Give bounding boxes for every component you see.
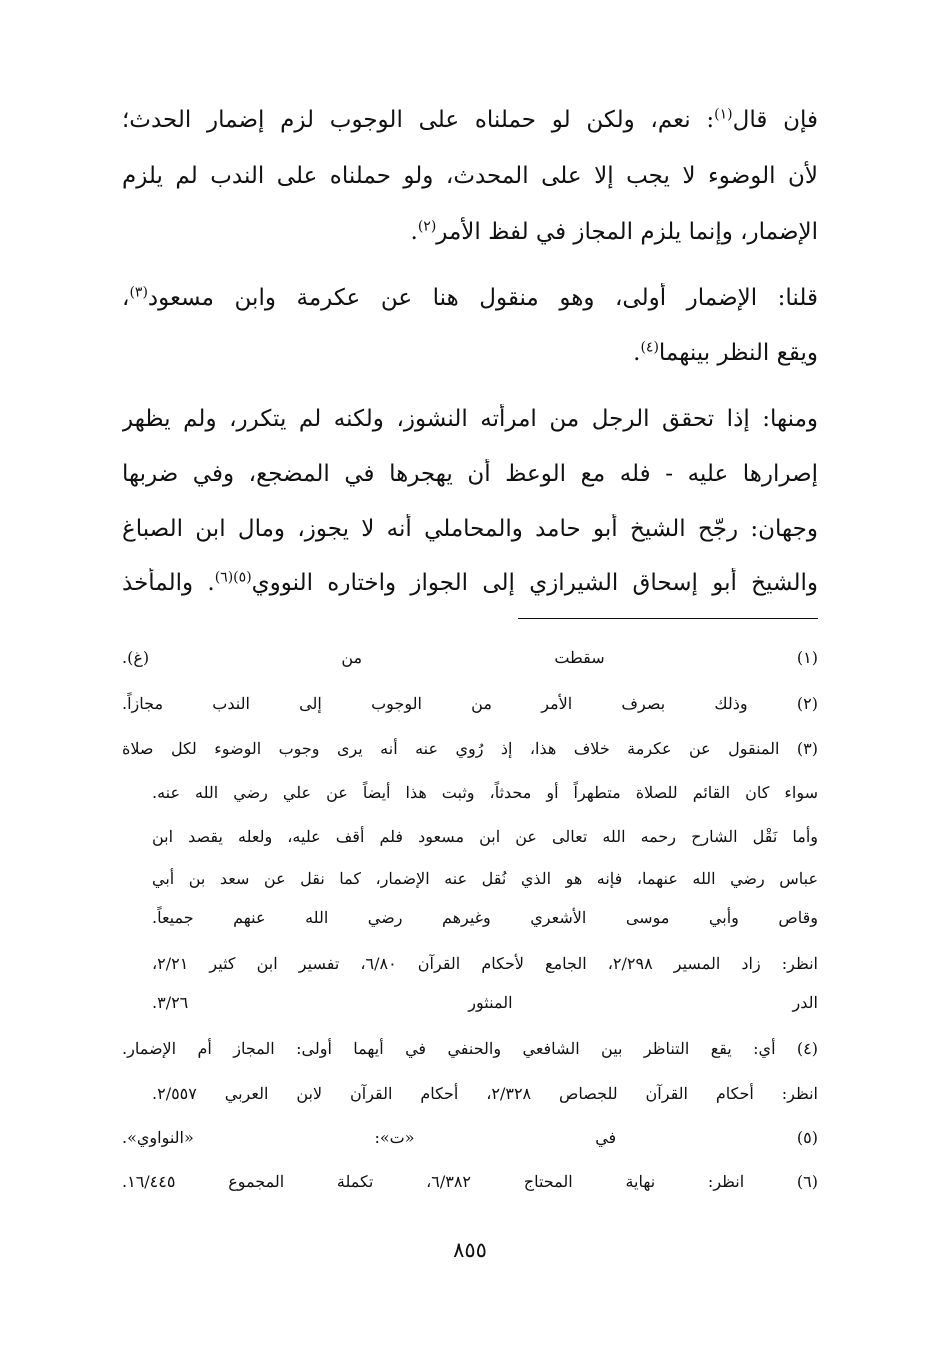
body-line: قلنا: الإضمار أولى، وهو منقول هنا عن عكرمة وابن مسعود$^{(٣)}$، <box>122 284 818 311</box>
body-line: ويقع النظر بينهما$^{(٤)}$. <box>633 339 818 366</box>
footnote: وأما نَقْل الشارح رحمه الله تعالى عن ابن مسعود فلم أقف عليه، ولعله يقصد ابن <box>152 827 818 846</box>
footnote-ref[interactable]: (٣) <box>129 284 148 301</box>
footnote: (١) سقطت من (غ). <box>122 648 818 667</box>
footnote: عباس رضي الله عنهما، فإنه هو الذي نُقل عنه الإضمار، كما نقل عن سعد بن أبي <box>152 869 818 888</box>
footnote: (٥) في «ت»: «النواوي». <box>122 1128 818 1147</box>
footnote: الدر المنثور ٣/٢٦. <box>152 993 818 1012</box>
footnote: انظر: زاد المسير ٢/٢٩٨، الجامع لأحكام القرآن ٦/٨٠، تفسير ابن كثير ٢/٢١، <box>152 954 818 973</box>
footnote: (٢) وذلك بصرف الأمر من الوجوب إلى الندب مجازاً. <box>122 694 818 713</box>
body-line: فإن قال$^{(١)}$: نعم، ولكن لو حملناه على الوجوب لزم إضمار الحدث؛ <box>122 106 818 133</box>
footnote-ref[interactable]: (١) <box>714 106 733 123</box>
body-line: الإضمار، وإنما يلزم المجاز في لفظ الأمر$^{(٢)}$. <box>410 218 818 245</box>
footnote-ref[interactable]: (٢) <box>417 218 437 235</box>
body-line: لأن الوضوء لا يجب إلا على المحدث، ولو حملناه على الندب لم يلزم <box>122 163 818 189</box>
body-line: وجهان: رجّح الشيخ أبو حامد والمحاملي أنه لا يجوز، ومال ابن الصباغ <box>122 516 818 542</box>
body-line: إصرارها عليه - فله مع الوعظ أن يهجرها في المضجع، وفي ضربها <box>122 461 818 487</box>
footnote: انظر: أحكام القرآن للجصاص ٢/٣٢٨، أحكام القرآن لابن العربي ٢/٥٥٧. <box>152 1084 818 1103</box>
footnote: وقاص وأبي موسى الأشعري وغيرهم رضي الله عنهم جميعاً. <box>152 908 818 927</box>
footnote-ref[interactable]: (٥)(٦) <box>214 569 252 586</box>
footnote-ref[interactable]: (٤) <box>640 339 659 356</box>
body-line: والشيخ أبو إسحاق الشيرازي إلى الجواز واختاره النووي$^{(٥)(٦)}$. والمأخذ <box>122 569 818 596</box>
footnote: (٦) انظر: نهاية المحتاج ٦/٣٨٢، تكملة المجموع ١٦/٤٤٥. <box>122 1172 818 1191</box>
footnote: (٣) المنقول عن عكرمة خلاف هذا، إذ رُوي عنه أنه يرى وجوب الوضوء لكل صلاة <box>122 739 818 758</box>
body-line: ومنها: إذا تحقق الرجل من امرأته النشوز، ولكنه لم يتكرر، ولم يظهر <box>122 406 818 432</box>
footnote: (٤) أي: يقع التناظر بين الشافعي والحنفي في أيهما أولى: المجاز أم الإضمار. <box>122 1039 818 1058</box>
footnote-separator <box>518 618 818 619</box>
footnote: سواء كان القائم للصلاة متطهراً أو محدثاً، وثبت هذا أيضاً عن علي رضي الله عنه. <box>152 783 818 802</box>
page-number: ٨٥٥ <box>453 1238 487 1262</box>
